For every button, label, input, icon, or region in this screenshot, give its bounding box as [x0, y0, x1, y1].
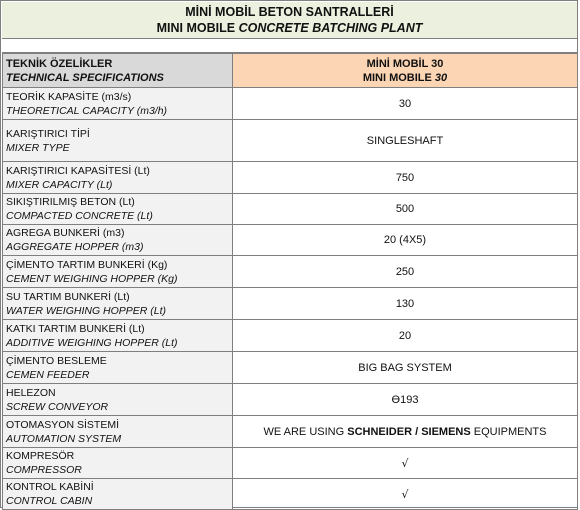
spec-label-en: AUTOMATION SYSTEM: [6, 432, 122, 445]
spec-label: [3, 256, 233, 288]
spec-label: [3, 120, 233, 162]
spec-label-tr: SIKIŞTIRILMIŞ BETON (Lt): [6, 196, 135, 208]
spec-label-tr: OTOMASYON SİSTEMİ: [6, 418, 119, 431]
spec-label-tr: ÇİMENTO BESLEME: [6, 354, 107, 367]
checkmark-icon: √: [233, 479, 578, 510]
spec-row: [3, 162, 578, 194]
header-label-cell: [3, 54, 233, 88]
spec-value: BIG BAG SYSTEM: [233, 352, 578, 384]
spec-value: 20 (4X5): [233, 225, 578, 256]
spec-row: [3, 416, 578, 448]
spec-row: [3, 256, 578, 288]
model-name-en-number: 30: [434, 71, 448, 84]
model-name-en: [233, 71, 577, 85]
header-label-en: TECHNICAL SPECIFICATIONS: [6, 71, 164, 84]
spec-label-tr: SU TARTIM BUNKERİ (Lt): [6, 290, 130, 303]
header-model-cell: [233, 54, 578, 88]
spec-value: 20: [233, 320, 578, 352]
spec-row: [3, 225, 578, 256]
spec-label: [3, 194, 233, 225]
sheet-title: [2, 2, 577, 39]
checkmark-icon: √: [233, 448, 578, 479]
spec-label: [3, 384, 233, 416]
spec-value: SINGLESHAFT: [233, 120, 578, 162]
spec-label-en: CEMEN FEEDER: [6, 368, 90, 381]
spec-label: [3, 162, 233, 194]
spec-label-tr: ÇİMENTO TARTIM BUNKERİ (Kg): [6, 258, 168, 271]
title-line-en: [157, 20, 423, 36]
spec-label: [3, 448, 233, 479]
spec-value: 30: [233, 88, 578, 120]
automation-prefix: WE ARE USING: [263, 425, 348, 438]
spec-label-tr: KATKI TARTIM BUNKERİ (Lt): [6, 322, 145, 335]
spacer-row: [2, 39, 577, 53]
spec-value: 750: [233, 162, 578, 194]
spec-label-tr: KOMPRESÖR: [6, 450, 75, 462]
spec-value: 130: [233, 288, 578, 320]
spec-label: [3, 479, 233, 510]
spec-label-en: COMPACTED CONCRETE (Lt): [6, 210, 153, 222]
spec-label-en: THEORETICAL CAPACITY (m3/h): [6, 104, 168, 117]
automation-brands: SCHNEIDER / SIEMENS: [347, 425, 471, 438]
spec-label: [3, 320, 233, 352]
spec-table: [2, 53, 578, 510]
spec-label-en: AGGREGATE HOPPER (m3): [6, 241, 144, 253]
spec-label-en: CONTROL CABIN: [6, 495, 93, 507]
spec-label-en: SCREW CONVEYOR: [6, 400, 109, 413]
spec-label-en: MIXER TYPE: [6, 141, 70, 154]
spec-row: [3, 384, 578, 416]
spec-label-tr: HELEZON: [6, 386, 56, 399]
spec-label-tr: KONTROL KABİNİ: [6, 481, 94, 493]
spec-label-en: ADDITIVE WEIGHING HOPPER (Lt): [6, 336, 178, 349]
spec-label-tr: AGREGA BUNKERİ (m3): [6, 227, 125, 239]
automation-suffix: EQUIPMENTS: [470, 425, 547, 438]
header-label-tr: TEKNİK ÖZELİKLER: [6, 57, 113, 70]
spec-label: [3, 225, 233, 256]
spec-label-en: COMPRESSOR: [6, 464, 82, 476]
spec-row: [3, 120, 578, 162]
spec-row: [3, 320, 578, 352]
spec-label-tr: TEORİK KAPASİTE (m3/s): [6, 90, 132, 103]
spec-value: [233, 416, 578, 448]
model-name-en-prefix: MINI MOBILE: [362, 71, 435, 84]
spec-label-en: MIXER CAPACITY (Lt): [6, 178, 113, 191]
spec-value: 500: [233, 194, 578, 225]
spec-row: [3, 288, 578, 320]
spec-row: [3, 194, 578, 225]
header-row: [3, 54, 578, 88]
spec-row: [3, 479, 578, 510]
spec-label: [3, 288, 233, 320]
spec-label: [3, 352, 233, 384]
spec-row: [3, 88, 578, 120]
spec-label-en: WATER WEIGHING HOPPER (Lt): [6, 304, 167, 317]
spec-label: [3, 416, 233, 448]
model-name-tr: MİNİ MOBİL 30: [366, 57, 444, 70]
spec-label: [3, 88, 233, 120]
spec-row: [3, 352, 578, 384]
spec-value: ϴ193: [233, 384, 578, 416]
spec-label-tr: KARIŞTIRICI TİPİ: [6, 127, 90, 140]
spec-row: [3, 448, 578, 479]
spec-value: 250: [233, 256, 578, 288]
title-line-en-prefix: MINI MOBILE: [156, 21, 239, 35]
spec-label-tr: KARIŞTIRICI KAPASİTESİ (Lt): [6, 164, 150, 177]
spec-label-en: CEMENT WEIGHING HOPPER (Kg): [6, 272, 178, 285]
title-line-en-italic: CONCRETE BATCHING PLANT: [238, 21, 423, 35]
title-line-tr: MİNİ MOBİL BETON SANTRALLERİ: [185, 5, 394, 19]
